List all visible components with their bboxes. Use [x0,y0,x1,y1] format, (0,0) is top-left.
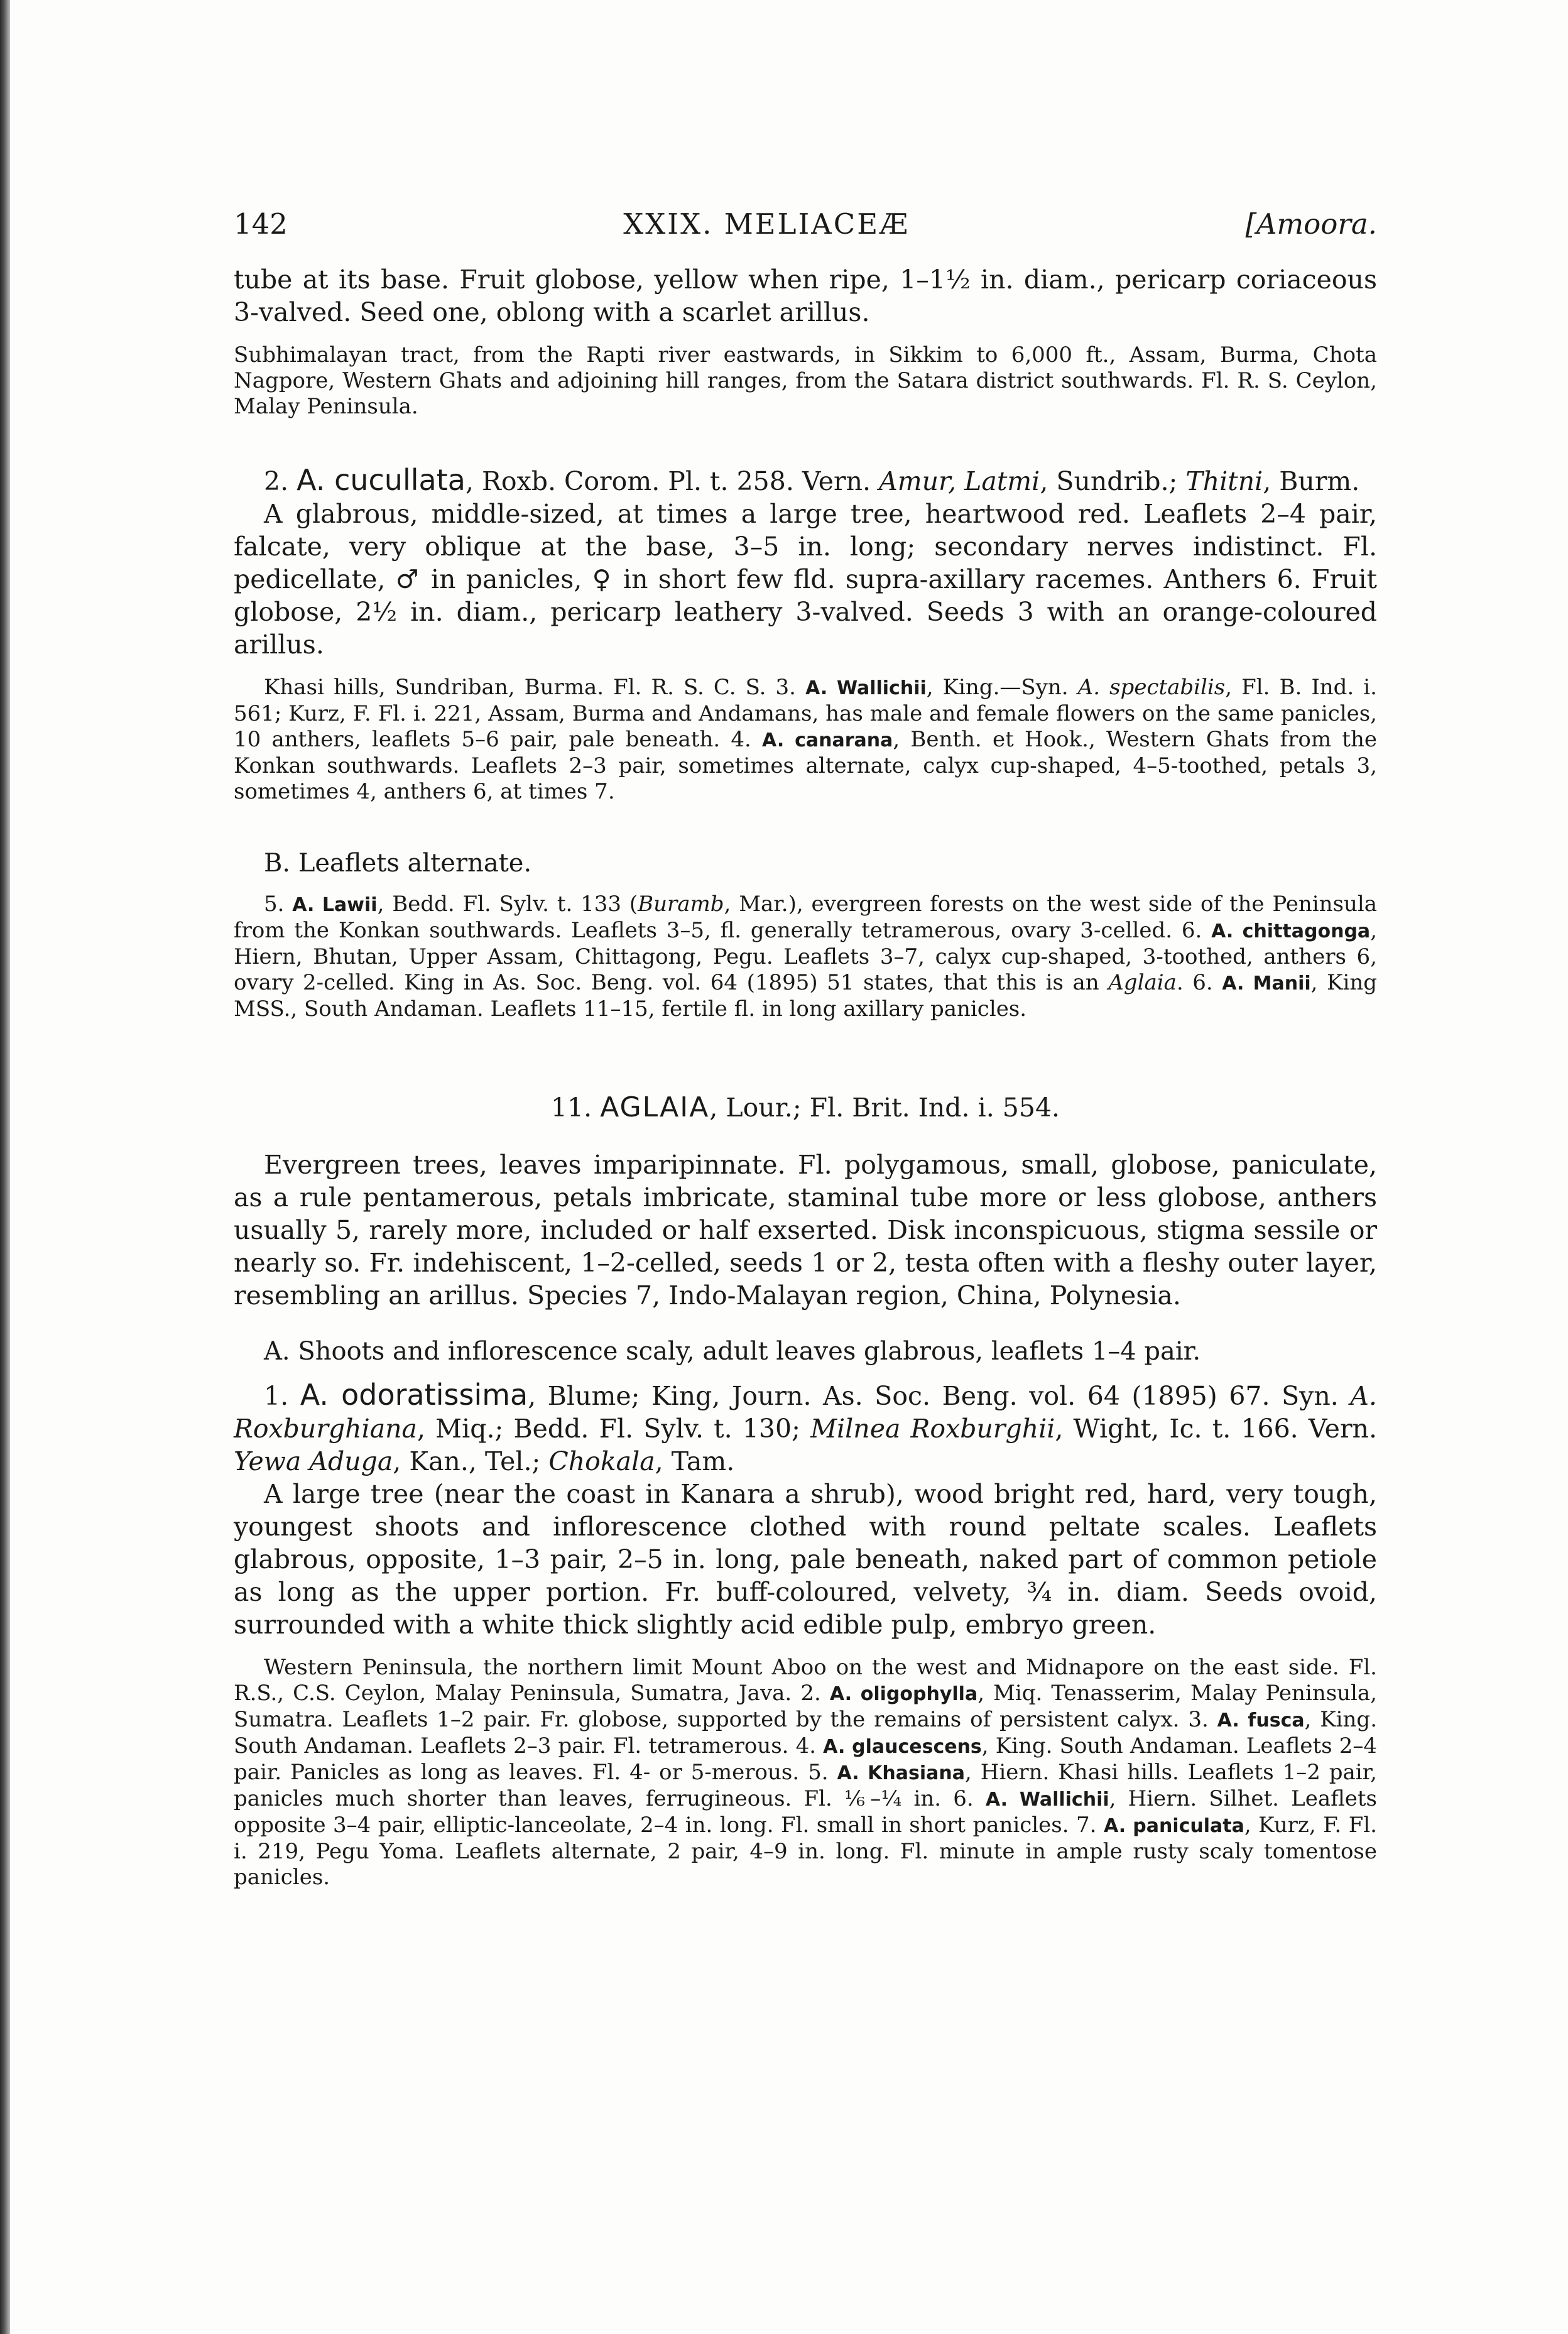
running-head: [Amoora. [1245,207,1377,241]
species-2-notes: Khasi hills, Sundriban, Burma. Fl. R. S. C. S. 3. A. Wallichii, King.—Syn. A. spectabilis, Fl. B. Ind. i. 561; Kurz, F. Fl. i. 221, Assam, Burma and Andamans, has male and female flowers on the same panicles, 10 anthers, leaflets 5–6 pair, pale beneath. 4. A. canarana, Benth. et Hook., Western Ghats from the Konkan southwards. Leaflets 2–3 pair, sometimes alternate, calyx cup-shaped, 4–5-toothed, petals 3, sometimes 4, anthers 6, at times 7. [234,675,1377,804]
genus-name: AGLAIA [600,1091,710,1123]
section-a-heading: A. Shoots and inflorescence scaly, adult leaves glabrous, leaflets 1–4 pair. [264,1337,1201,1366]
species-1-heading: 1. A. odoratissima, Blume; King, Journ. As. Soc. Beng. vol. 64 (1895) 67. Syn. A. Roxburghiana, Miq.; Bedd. Fl. Sylv. t. 130; Milnea Roxburghii, Wight, Ic. t. 166. Vern. Yewa Aduga, Kan., Tel.; Chokala, Tam. [234,1378,1377,1476]
page-number: 142 [234,207,288,241]
genus-description: Evergreen trees, leaves imparipinnate. Fl. polygamous, small, globose, paniculate, as a rule pentamerous, petals imbricate, staminal tube more or less globose, anthers usually 5, rarely more, included or half exserted. Disk inconspicuous, stigma sessile or nearly so. Fr. indehiscent, 1–2-celled, seeds 1 or 2, testa often with a fleshy outer layer, resembling an arillus. Species 7, Indo-Malayan region, China, Polynesia. [234,1150,1377,1311]
genus-heading: 11. AGLAIA, Lour.; Fl. Brit. Ind. i. 554. [550,1091,1060,1123]
genus-number: 11. [550,1093,592,1123]
intro-distribution: Subhimalayan tract, from the Rapti river eastwards, in Sikkim to 6,000 ft., Assam, Burma, Chota Nagpore, Western Ghats and adjoining hill ranges, from the Satara district southwards. Fl. R. S. Ceylon, Malay Peninsula. [234,342,1377,419]
species-1-number: 1. [264,1381,289,1411]
section-b-notes: 5. A. Lawii, Bedd. Fl. Sylv. t. 133 (Buramb, Mar.), evergreen forests on the west side of the Peninsula from the Konkan southwards. Leaflets 3–5, fl. generally tetramerous, ovary 3-celled. 6. A. chittagonga, Hiern, Bhutan, Upper Assam, Chittagong, Pegu. Leaflets 3–7, calyx cup-shaped, 3-toothed, anthers 6, ovary 2-celled. King in As. Soc. Beng. vol. 64 (1895) 51 states, that this is an Aglaia. 6. A. Manii, King MSS., South Andaman. Leaflets 11–15, fertile fl. in long axillary panicles. [234,892,1378,1022]
species-2-heading: 2. A. cucullata, Roxb. Corom. Pl. t. 258. Vern. Amur, Latmi, Sundrib.; Thitni, Burm. [264,463,1360,497]
species-2-name: A. cucullata [297,463,466,497]
section-b-heading: B. Leaflets alternate. [264,849,532,878]
page-content [234,207,1377,1890]
species-2-description: A glabrous, middle-sized, at times a large tree, heartwood red. Leaflets 2–4 pair, falcate, very oblique at the base, 3–5 in. long; secondary nerves indistinct. Fl. pedicellate, ♂ in panicles, ♀ in short few fld. supra-axillary racemes. Anthers 6. Fruit globose, 2½ in. diam., pericarp leathery 3-valved. Seeds 3 with an orange-coloured arillus. [234,499,1377,660]
species-1-name: A. odoratissima [300,1378,528,1412]
page-header [234,207,1377,241]
species-1-notes: Western Peninsula, the northern limit Mount Aboo on the west and Midnapore on the east side. Fl. R.S., C.S. Ceylon, Malay Peninsula, Sumatra, Java. 2. A. oligophylla, Miq. Tenasserim, Malay Peninsula, Sumatra. Leaflets 1–2 pair. Fr. globose, supported by the remains of persistent calyx. 3. A. fusca, King. South Andaman. Leaflets 2–3 pair. Fl. tetramerous. 4. A. glaucescens, King. South Andaman. Leaflets 2–4 pair. Panicles as long as leaves. Fl. 4- or 5-merous. 5. A. Khasiana, Hiern. Khasi hills. Leaflets 1–2 pair, panicles much shorter than leaves, ferrugineous. Fl. ⅙–¼ in. 6. A. Wallichii, Hiern. Silhet. Leaflets opposite 3–4 pair, elliptic-lanceolate, 2–4 in. long. Fl. small in short panicles. 7. A. paniculata, Kurz, F. Fl. i. 219, Pegu Yoma. Leaflets alternate, 2 pair, 4–9 in. long. Fl. minute in ample rusty scaly tomentose panicles. [234,1655,1378,1890]
species-2-number: 2. [264,466,289,496]
family-title: XXIX. MELIACEÆ [623,207,910,241]
book-spine-edge [0,0,10,2334]
species-1-description: A large tree (near the coast in Kanara a shrub), wood bright red, hard, very tough, youngest shoots and inflorescence clothed with round peltate scales. Leaflets glabrous, opposite, 1–3 pair, 2–5 in. long, pale beneath, naked part of common petiole as long as the upper portion. Fr. buff-coloured, velvety, ¾ in. diam. Seeds ovoid, surrounded with a white thick slightly acid edible pulp, embryo green. [234,1479,1377,1640]
intro-paragraph: tube at its base. Fruit globose, yellow when ripe, 1–1½ in. diam., pericarp coriaceous 3-valved. Seed one, oblong with a scarlet arillus. [234,264,1377,327]
